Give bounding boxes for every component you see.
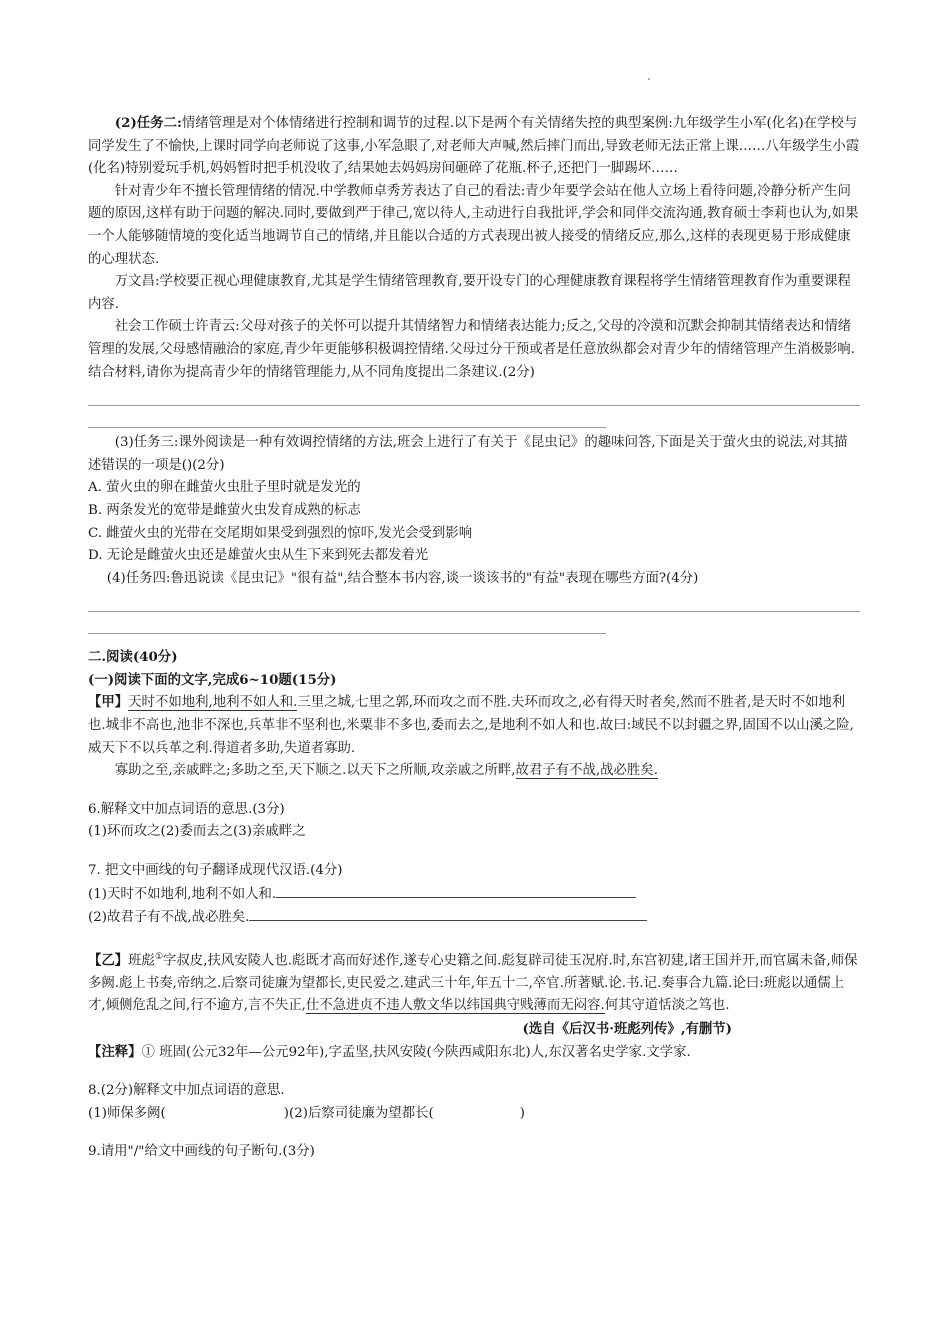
jia-label: 【甲】 (88, 694, 129, 711)
annotation (88, 1041, 860, 1065)
question-7-item-1 (88, 883, 860, 907)
task2-label: (2)任务二: (114, 115, 182, 131)
task2-paragraph-3: 万文昌:学校要正视心理健康教育,尤其是学生情绪管理教育,要开设专门的心理健康教育课程将学生情绪管理教育作为重要课程内容. (88, 274, 851, 312)
passage-jia (88, 691, 860, 760)
question-7: 7. 把文中画线的句子翻译成现代汉语.(4分) (88, 863, 343, 879)
yi-text-3: 何其守道恬淡之笃也. (604, 998, 730, 1014)
answer-line[interactable] (88, 406, 606, 428)
question-8: 8.(2分)解释文中加点词语的意思. (88, 1083, 285, 1099)
passage-yi (88, 946, 860, 1018)
q8-item-3: ) (519, 1105, 525, 1121)
option-d[interactable]: D. 无论是雌萤火虫还是雄萤火虫从生下来到死去都发着光 (88, 548, 429, 564)
question-9: 9.请用"/"给文中画线的句子断句.(3分) (88, 1144, 315, 1160)
question-8-items (88, 1103, 860, 1126)
q7-item-1-text: (1)天时不如地利,地利不如人和. (88, 886, 277, 902)
yi-underlined-sentence: 仕不急进贞不违人敷文华以纬国典守贱薄而无闷容. (305, 998, 605, 1014)
task2-text: 情绪管理是对个体情绪进行控制和调节的过程.以下是两个有关情绪失控的典型案例:九年级学生小军(化名)在学校与同学发生了不愉快,上课时同学向老师说了这事,小军急眼了,对老师大声喊,然后摔门而出,导致老师无法正常上课……八年级学生小霞(化名)特别爱玩手机,妈妈暂时把手机没收了,结果她去妈妈房间砸碎了花瓶.杯子,还把门一脚踢坏…… (88, 116, 860, 177)
task3-stem: (3)任务三:课外阅读是一种有效调控情绪的方法,班会上进行了有关于《昆虫记》的趣味问答,下面是关于萤火虫的说法,对其描述错误的一项是()(2分) (88, 435, 848, 473)
answer-line[interactable] (88, 612, 606, 634)
task2-question: 结合材料,请你为提高青少年的情绪管理能力,从不同角度提出二条建议.(2分) (88, 364, 535, 380)
exam-page (88, 112, 860, 1164)
option-b[interactable]: B. 两条发光的宽带是雌萤火虫发育成熟的标志 (88, 502, 361, 518)
q8-item-1: (1)师保多阙( (88, 1105, 166, 1121)
task2-paragraph-1 (88, 112, 860, 181)
option-c[interactable]: C. 雌萤火虫的光带在交尾期如果受到强烈的惊吓,发光会受到影响 (88, 525, 473, 541)
part1-title: (一)阅读下面的文字,完成6~10题(15分) (88, 671, 337, 688)
answer-line[interactable] (249, 906, 647, 921)
yi-note-mark: ① (154, 951, 164, 962)
question-6: 6.解释文中加点词语的意思.(3分) (88, 801, 285, 817)
jia-underlined-sentence-2: 故君子有不战,战必胜矣. (515, 763, 658, 779)
option-a[interactable]: A. 萤火虫的卵在雌萤火虫肚子里时就是发光的 (88, 480, 361, 496)
answer-line[interactable] (88, 384, 860, 406)
task2-paragraph-4: 社会工作硕士许青云:父母对孩子的关怀可以提升其情绪智力和情绪表达能力;反之,父母的冷漠和沉默会抑制其情绪表达和情绪管理的发展,父母感情融洽的家庭,青少年更能够积极调控情绪.父母过分干预或者是任意放纵都会对青少年的情绪管理产生消极影响. (88, 319, 855, 357)
scan-speck (648, 78, 650, 80)
yi-source: (选自《后汉书·班彪列传》,有删节) (522, 1021, 732, 1038)
q7-item-2-text: (2)故君子有不战,战必胜矣. (88, 910, 250, 926)
jia-text-2: 寡助之至,亲戚畔之;多助之至,天下顺之.以天下之所顺,攻亲戚之所畔, (114, 763, 516, 779)
task4-stem: (4)任务四:鲁迅说读《昆虫记》"很有益",结合整本书内容,谈一谈该书的"有益"表现在哪些方面?(4分) (106, 570, 699, 586)
task2-paragraph-2: 针对青少年不擅长管理情绪的情况.中学教师卓秀芳表达了自己的看法:青少年要学会站在他人立场上看待问题,冷静分析产生问题的原因,这样有助于问题的解决.同时,要做到严于律己,宽以待人,主动进行自我批评,学会和同伴交流沟通,教育硕士李莉也认为,如果一个人能够随情境的变化适当地调节自己的情绪,并且能以合适的方式表现出被人接受的情绪反应,那么,这样的表现更易于形成健康的心理状态. (88, 183, 859, 267)
note-mark: ① (141, 1044, 155, 1060)
passage-jia-continued (88, 760, 860, 783)
jia-underlined-sentence-1: 天时不如地利,地利不如人和. (128, 695, 298, 711)
note-label: 【注释】 (88, 1043, 142, 1060)
note-text: 班固(公元32年—公元92年),字孟坚,扶风安陵(今陕西咸阳东北)人,东汉著名史学家.文学家. (159, 1044, 691, 1060)
yi-text-2: 字叔皮,扶风安陵人也.彪既才高而好述作,遂专心史籍之间.彪复辟司徒玉况府.时,东宫初建,诸王国并开,而官属未备,师保多阙.彪上书奏,帝纳之.后察司徒廉为望都长,吏民爱之.建武三十年,年五十二,卒官.所著赋.论.书.记.奏事合九篇.论曰:班彪以通儒上才,倾侧危乱之间,行不逾方,言不失正, (88, 953, 858, 1014)
question-7-item-2 (88, 906, 860, 930)
answer-line[interactable] (276, 883, 636, 898)
answer-line[interactable] (88, 590, 860, 612)
section2-title: 二.阅读(40分) (88, 649, 178, 666)
question-6-items: (1)环而攻之(2)委而去之(3)亲戚畔之 (88, 824, 306, 840)
q8-item-2: )(2)后察司徒廉为望都长( (283, 1105, 434, 1121)
yi-text-1: 班彪 (128, 953, 155, 969)
yi-label: 【乙】 (88, 952, 129, 969)
jia-text-1: 三里之城,七里之郭,环而攻之而不胜.夫环而攻之,必有得天时者矣,然而不胜者,是天时不如地利也.城非不高也,池非不深也,兵革非不坚利也,米粟非不多也,委而去之,是地利不如人和也.故曰:域民不以封疆之界,固国不以山溪之险,威天下不以兵革之利.得道者多助,失道者寡助. (88, 695, 854, 756)
